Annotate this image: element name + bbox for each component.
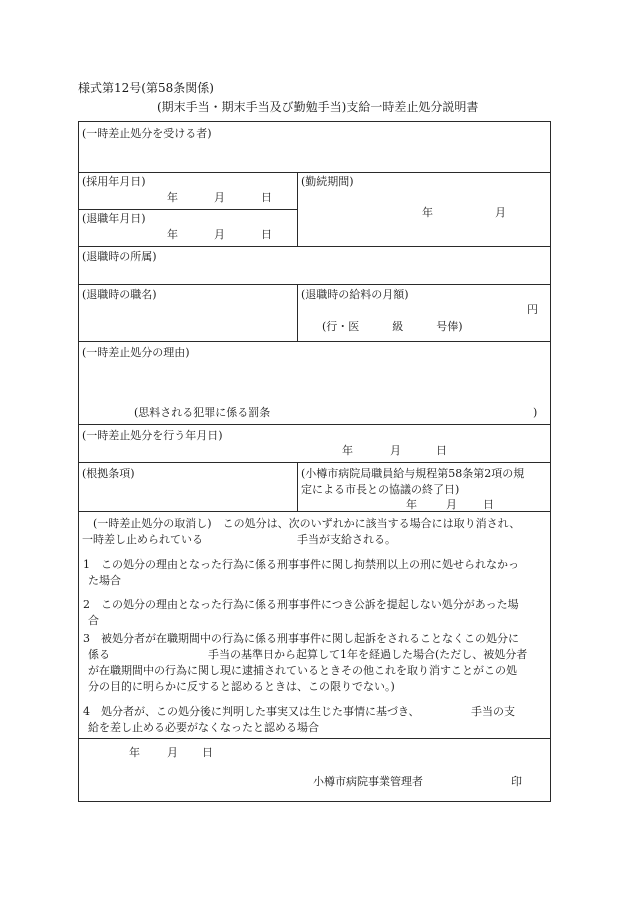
- penalty-label: (思料される犯罪に係る罰条: [134, 406, 271, 419]
- consult-text-2: 定による市長との協議の終了日): [301, 483, 460, 496]
- item-4-line2: 給を差し止める必要がなくなったと認める場合: [88, 721, 319, 734]
- cancel-intro-line2b: 手当が支給される。: [297, 533, 396, 546]
- item-4-num: 4: [83, 705, 90, 718]
- consult-date-day: 日: [483, 498, 494, 511]
- grade-note: (行・医 級 号俸): [322, 320, 463, 333]
- seal-mark: 印: [511, 775, 522, 788]
- item-3-line2a: 係る: [88, 648, 110, 661]
- footer-date-year: 年: [129, 746, 140, 759]
- hire-date-year: 年: [167, 191, 178, 204]
- item-3-num: 3: [83, 632, 90, 645]
- item-2-line1: この処分の理由となった行為に係る刑事事件につき公訴を提起しない処分があった場: [101, 598, 519, 611]
- item-2-num: 2: [83, 598, 90, 611]
- form-number: 様式第12号(第58条関係): [78, 81, 214, 95]
- consult-date-month: 月: [446, 498, 457, 511]
- item-4-line1a: 処分者が、この処分後に判明した事実又は生じた事情に基づき、: [101, 705, 420, 718]
- cancel-intro-line2a: 一時差し止められている: [82, 533, 203, 546]
- reason-label: (一時差止処分の理由): [82, 346, 190, 359]
- hire-date-label: (採用年月日): [82, 175, 146, 188]
- hire-date-day: 日: [261, 191, 272, 204]
- retire-dept-label: (退職時の所属): [82, 250, 157, 263]
- action-date-month: 月: [390, 444, 401, 457]
- form-table: [78, 121, 551, 802]
- action-date-year: 年: [342, 444, 353, 457]
- item-2-line2: 合: [88, 614, 99, 627]
- service-period-month: 月: [495, 206, 506, 219]
- footer-date-month: 月: [167, 746, 178, 759]
- item-3-line4: 分の目的に明らかに反すると認めるときは、この限りでない。): [88, 680, 395, 693]
- subject-label: (一時差止処分を受ける者): [82, 127, 212, 140]
- yen-unit: 円: [527, 303, 538, 316]
- retire-salary-label: (退職時の給料の月額): [301, 288, 409, 301]
- service-period-label: (勤続期間): [301, 175, 354, 188]
- action-date-label: (一時差止処分を行う年月日): [82, 429, 223, 442]
- service-period-year: 年: [422, 206, 433, 219]
- footer-date-day: 日: [202, 746, 213, 759]
- cancel-intro-line1: (一時差止処分の取消し) この処分は、次のいずれかに該当する場合には取り消され、: [93, 517, 521, 530]
- item-3-line3: が在職期間中の行為に関し現に逮捕されているときその他これを取り消すことがこの処: [88, 664, 517, 677]
- hire-date-month: 月: [214, 191, 225, 204]
- retire-date-year: 年: [167, 228, 178, 241]
- retire-date-label: (退職年月日): [82, 212, 146, 225]
- retire-date-month: 月: [214, 228, 225, 241]
- item-4-line1b: 手当の支: [471, 705, 515, 718]
- item-3-line1: 被処分者が在職期間中の行為に係る刑事事件に関し起訴をされることなくこの処分に: [101, 632, 519, 645]
- manager-name: 小樽市病院事業管理者: [313, 775, 423, 788]
- consult-text-1: (小樽市病院局職員給与規程第58条第2項の規: [301, 467, 525, 480]
- item-1-num: 1: [83, 558, 90, 571]
- form-title: (期末手当・期末手当及び勤勉手当)支給一時差止処分説明書: [157, 100, 479, 114]
- item-1-line1: この処分の理由となった行為に係る刑事事件に関し拘禁刑以上の刑に処せられなかっ: [101, 558, 519, 571]
- item-1-line2: た場合: [88, 574, 121, 587]
- retire-title-label: (退職時の職名): [82, 288, 157, 301]
- retire-date-day: 日: [261, 228, 272, 241]
- consult-date-year: 年: [406, 498, 417, 511]
- action-date-day: 日: [436, 444, 447, 457]
- item-3-line2b: 手当の基準日から起算して1年を経過した場合(ただし、被処分者: [208, 648, 528, 661]
- legal-basis-label: (根拠条項): [82, 467, 135, 480]
- penalty-close: ): [533, 406, 538, 419]
